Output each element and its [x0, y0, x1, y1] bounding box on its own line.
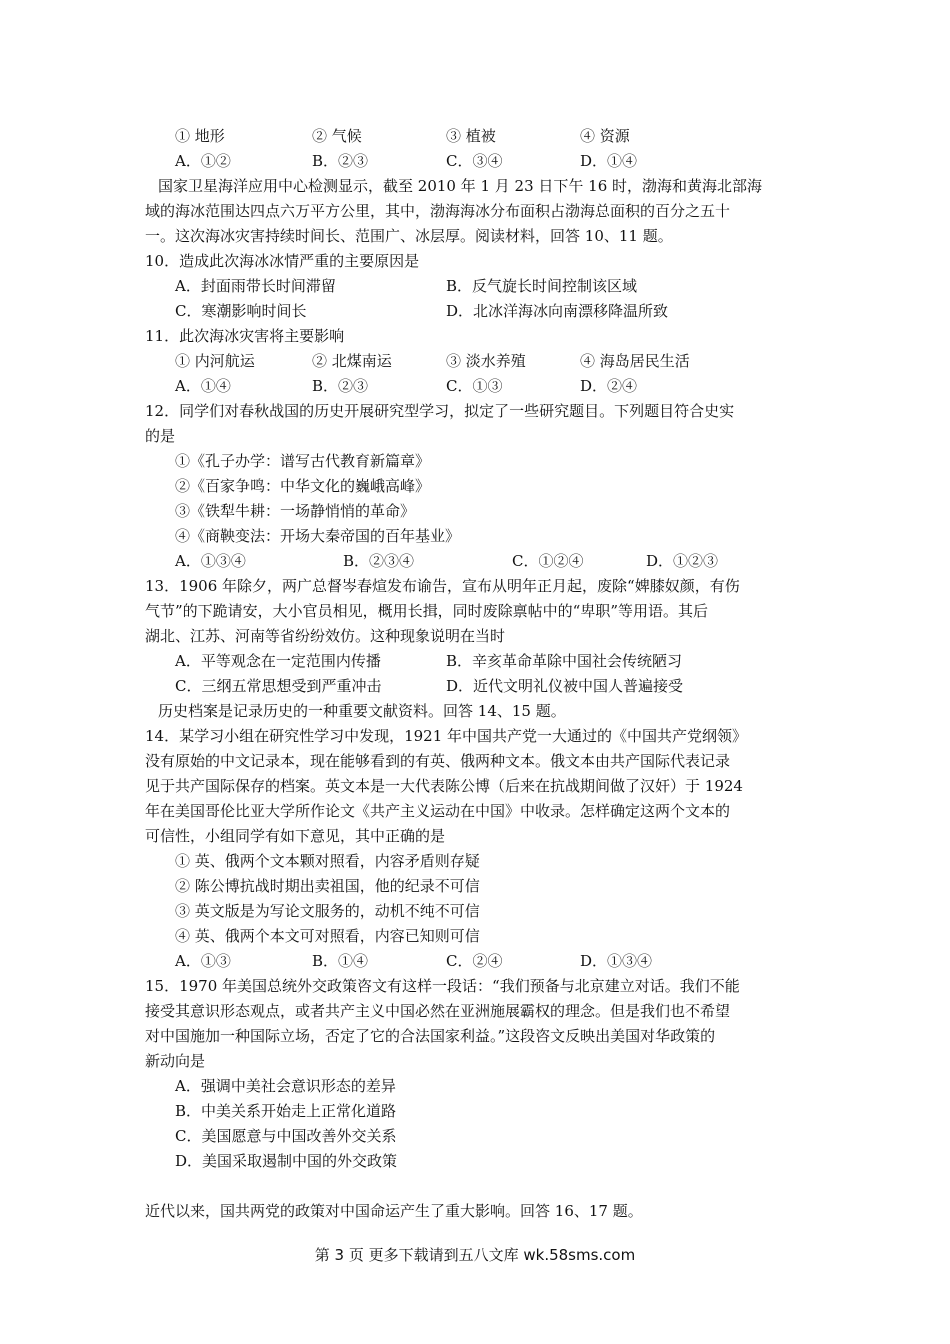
passage-line: 近代以来，国共两党的政策对中国命运产生了重大影响。回答 16、17 题。 [145, 1202, 643, 1220]
q15-choice: C．美国愿意与中国改善外交关系 [175, 1127, 397, 1145]
q14-item: ③ 英文版是为写论文服务的，动机不纯不可信 [175, 902, 480, 920]
q14-item: ① 英、俄两个文本颗对照看，内容矛盾则存疑 [175, 852, 480, 870]
q14-item: ② 陈公博抗战时期出卖祖国，他的纪录不可信 [175, 877, 480, 895]
q14-choice: A．①③ [175, 952, 231, 970]
question-stem: 气节”的下跪请安，大小官员相见，概用长揖，同时废除禀帖中的“卑职”等用语。其后 [145, 602, 709, 620]
q11-choice: A．①④ [175, 377, 231, 395]
q15-choice: A．强调中美社会意识形态的差异 [175, 1077, 396, 1095]
q9-choice: B．②③ [312, 152, 369, 170]
q9-item: ④ 资源 [580, 127, 630, 145]
q9-choice: A．①② [175, 152, 231, 170]
question-stem: 湖北、江苏、河南等省纷纷效仿。这种现象说明在当时 [145, 627, 506, 645]
question-stem: 对中国施加一种国际立场，否定了它的合法国家利益。”这段咨文反映出美国对华政策的 [145, 1027, 716, 1045]
q10-choice: B．反气旋长时间控制该区域 [446, 277, 638, 295]
q14-choice: C．②④ [446, 952, 503, 970]
passage-line: 国家卫星海洋应用中心检测显示，截至 2010 年 1 月 23 日下午 16 时，渤海和黄海北部海 [158, 177, 763, 195]
q14-item: ④ 英、俄两个本文可对照看，内容已知则可信 [175, 927, 480, 945]
q12-choice: A．①③④ [175, 552, 246, 570]
question-stem: 没有原始的中文记录本，现在能够看到的有英、俄两种文本。俄文本由共产国际代表记录 [145, 752, 731, 770]
q12-item: ②《百家争鸣：中华文化的巍峨高峰》 [175, 477, 431, 495]
question-stem: 10．造成此次海冰冰情严重的主要原因是 [145, 252, 420, 270]
q15-choice: D．美国采取遏制中国的外交政策 [175, 1152, 398, 1170]
q12-choice: D．①②③ [646, 552, 719, 570]
q12-item: ③《铁犁牛耕：一场静悄悄的革命》 [175, 502, 416, 520]
q11-item: ③ 淡水养殖 [446, 352, 526, 370]
question-stem: 14．某学习小组在研究性学习中发现，1921 年中国共产党一大通过的《中国共产党纲领》 [145, 727, 748, 745]
question-stem: 13．1906 年除夕，两广总督岑春煊发布谕告，宣布从明年正月起，废除“婢膝奴颜，有伤 [145, 577, 740, 595]
question-stem: 11．此次海冰灾害将主要影响 [145, 327, 345, 345]
q11-item: ④ 海岛居民生活 [580, 352, 690, 370]
passage-line: 域的海冰范围达四点六万平方公里，其中，渤海海冰分布面积占渤海总面积的百分之五十 [145, 202, 731, 220]
q13-choice: A．平等观念在一定范围内传播 [175, 652, 381, 670]
question-stem: 15．1970 年美国总统外交政策咨文有这样一段话：“我们预备与北京建立对话。我们不能 [145, 977, 740, 995]
question-stem: 年在美国哥伦比亚大学所作论文《共产主义运动在中国》中收录。怎样确定这两个文本的 [145, 802, 731, 820]
q12-item: ④《商鞅变法：开场大秦帝国的百年基业》 [175, 527, 461, 545]
question-stem: 的是 [145, 427, 176, 445]
q14-choice: B．①④ [312, 952, 369, 970]
q11-choice: D．②④ [580, 377, 638, 395]
q11-item: ① 内河航运 [175, 352, 255, 370]
q13-choice: B．辛亥革命革除中国社会传统陋习 [446, 652, 683, 670]
question-stem: 见于共产国际保存的档案。英文本是一大代表陈公博（后来在抗战期间做了汉奸）于 1924 [145, 777, 743, 795]
question-stem: 接受其意识形态观点，或者共产主义中国必然在亚洲施展霸权的理念。但是我们也不希望 [145, 1002, 731, 1020]
q11-choice: B．②③ [312, 377, 369, 395]
passage-line: 一。这次海冰灾害持续时间长、范围广、冰层厚。阅读材料，回答 10、11 题。 [145, 227, 673, 245]
q12-choice: C．①②④ [512, 552, 584, 570]
q9-item: ② 气候 [312, 127, 362, 145]
q9-choice: C．③④ [446, 152, 503, 170]
q11-choice: C．①③ [446, 377, 503, 395]
q10-choice: D．北冰洋海冰向南漂移降温所致 [446, 302, 669, 320]
question-stem: 可信性，小组同学有如下意见，其中正确的是 [145, 827, 446, 845]
q10-choice: C．寒潮影响时间长 [175, 302, 307, 320]
q13-choice: D．近代文明礼仪被中国人普遍接受 [446, 677, 684, 695]
q9-item: ① 地形 [175, 127, 225, 145]
q9-choice: D．①④ [580, 152, 638, 170]
page-footer: 第 3 页 更多下载请到五八文库 wk.58sms.com [314, 1246, 636, 1264]
passage-line: 历史档案是记录历史的一种重要文献资料。回答 14、15 题。 [158, 702, 566, 720]
q15-choice: B．中美关系开始走上正常化道路 [175, 1102, 397, 1120]
question-stem: 新动向是 [145, 1052, 206, 1070]
q10-choice: A．封面雨带长时间滞留 [175, 277, 336, 295]
q13-choice: C．三纲五常思想受到严重冲击 [175, 677, 382, 695]
question-stem: 12．同学们对春秋战国的历史开展研究型学习，拟定了一些研究题目。下列题目符合史实 [145, 402, 735, 420]
q12-item: ①《孔子办学：谱写古代教育新篇章》 [175, 452, 431, 470]
q12-choice: B．②③④ [343, 552, 415, 570]
q14-choice: D．①③④ [580, 952, 653, 970]
q9-item: ③ 植被 [446, 127, 496, 145]
q11-item: ② 北煤南运 [312, 352, 392, 370]
